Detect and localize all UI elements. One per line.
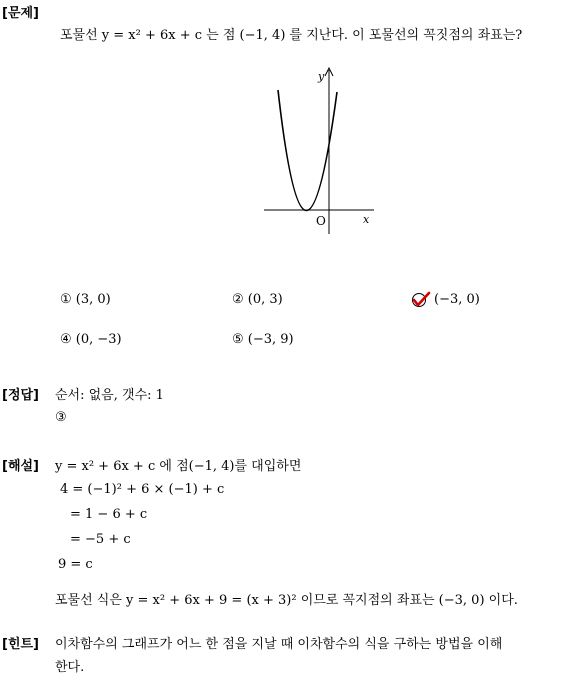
answer-meta: 순서: 없음, 갯수: 1 [55,388,164,403]
solution-line-6: 포물선 식은 y = x² + 6x + 9 = (x + 3)² 이므로 꼭지점의 좌표는 (−3, 0) 이다. [55,593,518,608]
hint-line-2: 한다. [55,660,85,675]
choice-5[interactable]: ⑤ (−3, 9) [232,332,294,347]
choice-1[interactable]: ① (3, 0) [60,292,111,307]
choice-2[interactable]: ② (0, 3) [232,292,283,307]
parabola-graph [262,62,382,244]
solution-tag: [해설] [2,459,39,474]
solution-line-2: 4 = (−1)² + 6 × (−1) + c [60,482,225,497]
problem-tag: [문제] [2,6,39,21]
y-axis-label: y [318,70,325,83]
hint-line-1: 이차함수의 그래프가 어느 한 점을 지날 때 이차함수의 식을 구하는 방법을 이해 [55,637,503,652]
solution-line-5: 9 = c [58,557,93,572]
origin-label: O [316,214,326,228]
x-axis-label: x [363,213,370,226]
solution-line-1: y = x² + 6x + c 에 점(−1, 4)를 대입하면 [55,459,302,474]
check-mark-icon [411,291,431,313]
parabola-curve [278,90,337,211]
answer-value: ③ [55,410,67,425]
choice-4[interactable]: ④ (0, −3) [60,332,122,347]
solution-line-4: = −5 + c [70,532,131,547]
hint-tag: [힌트] [2,637,39,652]
problem-text: 포물선 y = x² + 6x + c 는 점 (−1, 4) 를 지난다. 이 포물선의 꼭짓점의 좌표는? [60,28,523,43]
solution-line-3: = 1 − 6 + c [70,507,148,522]
choice-3[interactable]: (−3, 0) [434,292,480,307]
answer-tag: [정답] [2,388,39,403]
